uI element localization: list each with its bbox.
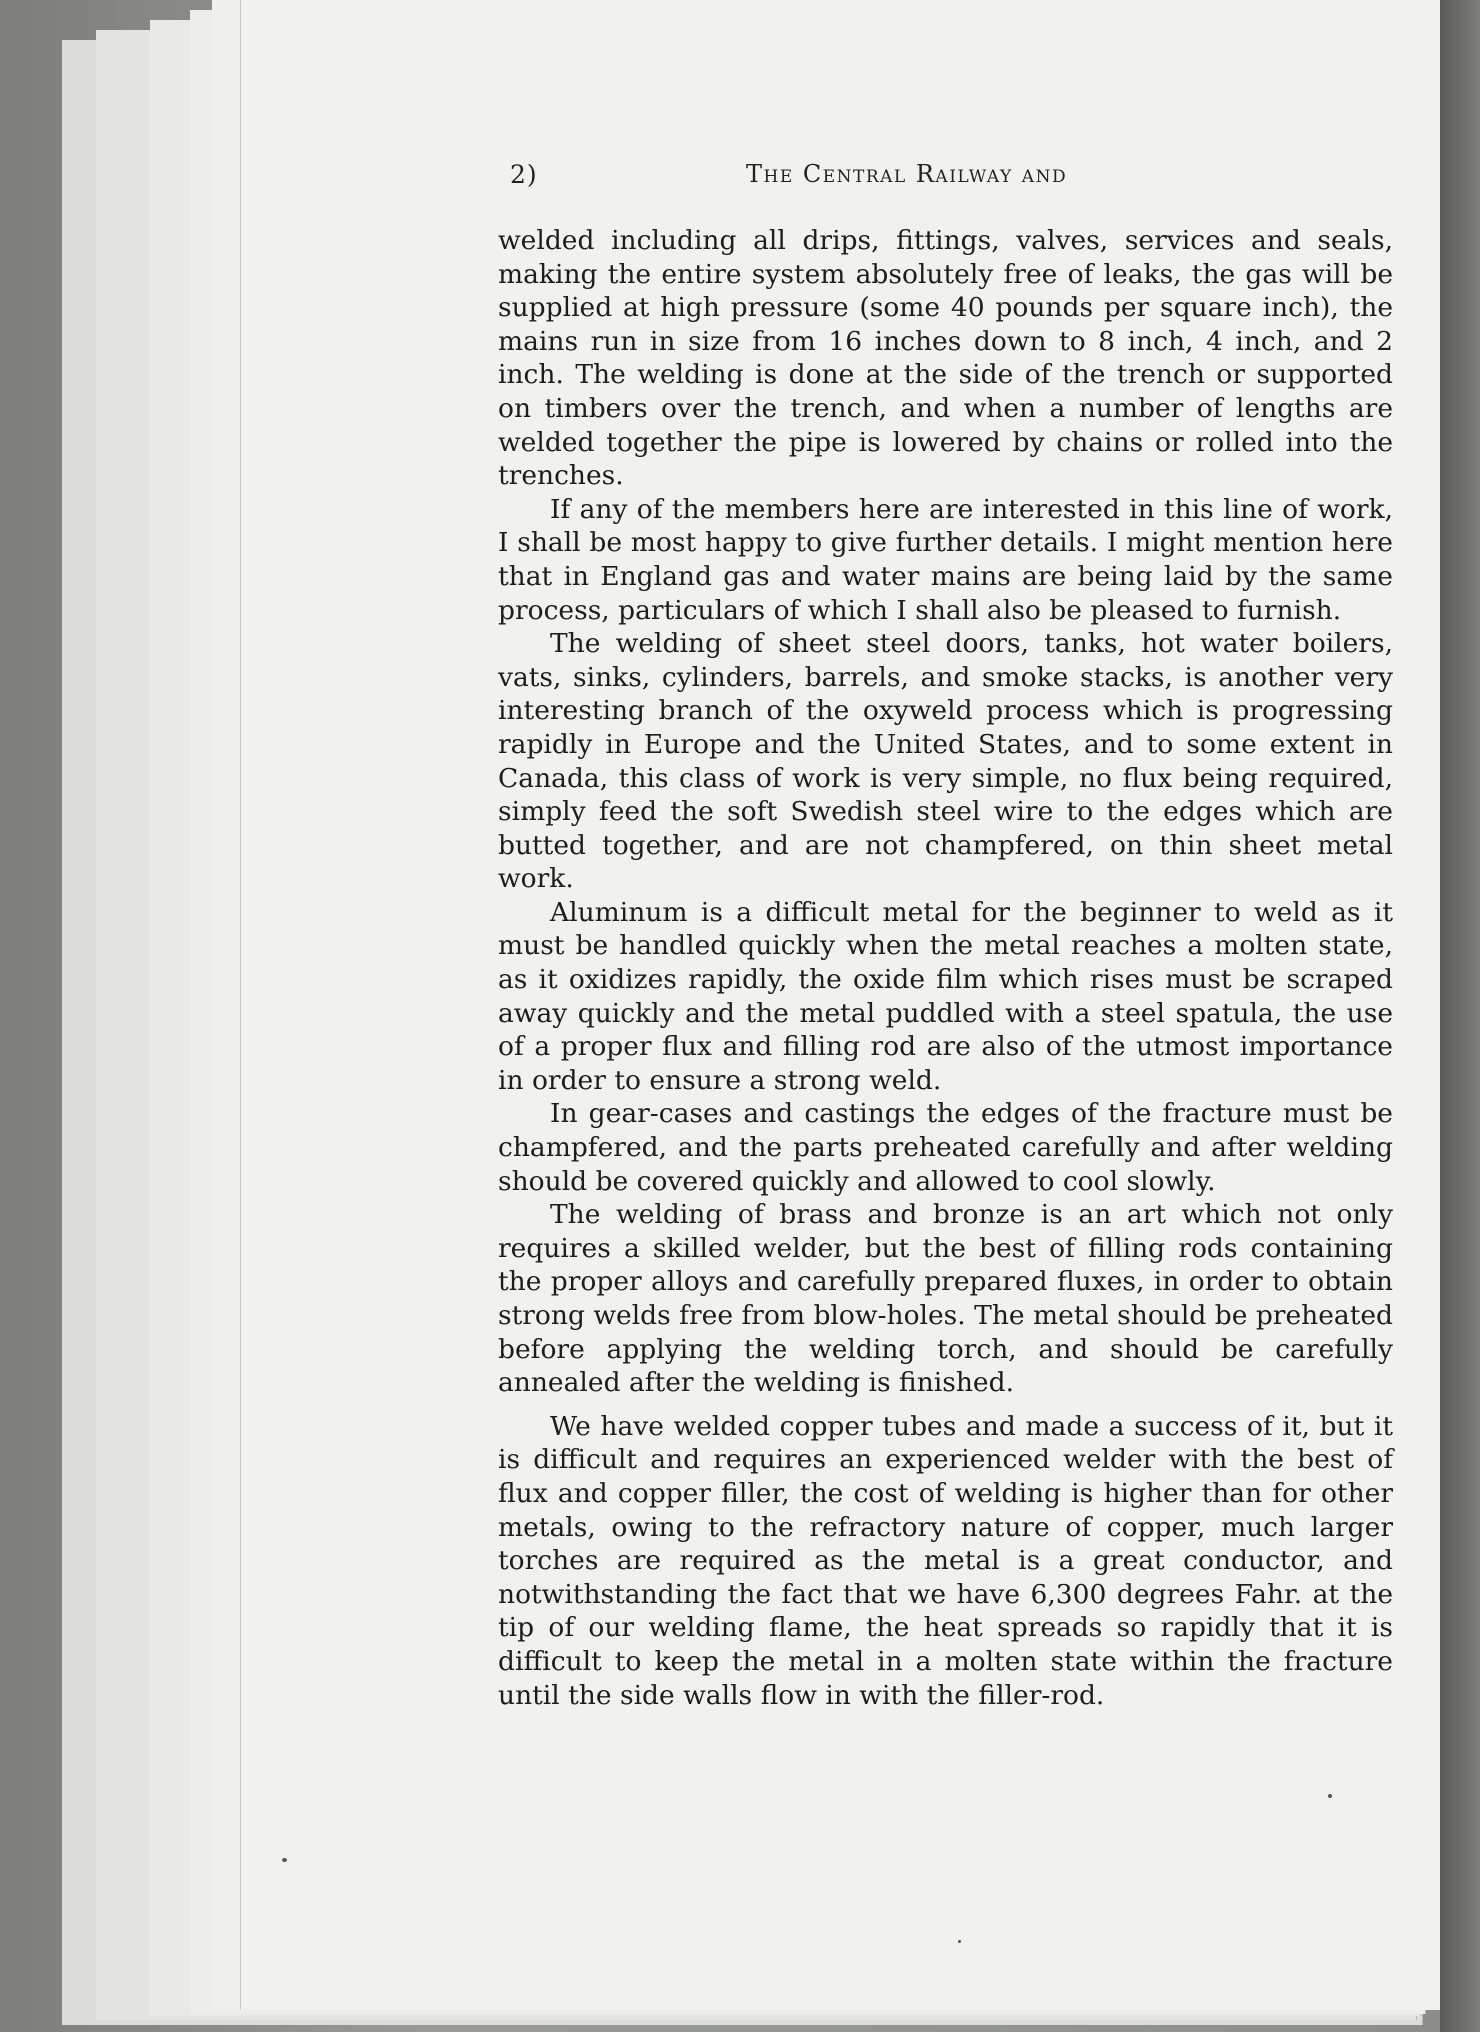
paragraph: The welding of brass and bronze is an art which not only requires a skilled welder, but the best of filling rods containing the proper alloys and carefully prepared fluxes, in order to obtain strong welds free from blow-holes. The metal should be preheated before applying the welding torch, and should be carefully annealed after the welding is finished. (498, 1199, 1393, 1399)
page-header (510, 160, 1410, 200)
paragraph: We have welded copper tubes and made a success of it, but it is difficult and requires an experienced welder with the best of flux and copper filler, the cost of welding is higher than for other metals, owing to the refractory nature of copper, much larger torches are required as the metal is a great conductor, and notwithstanding the fact that we have 6,300 degrees Fahr. at the tip of our welding flame, the heat spreads so rapidly that it is difficult to keep the metal in a molten state within the fracture until the side walls flow in with the filler-rod. (498, 1410, 1393, 1711)
paragraph: The welding of sheet steel doors, tanks, hot water boilers, vats, sinks, cylinders, barrels, and smoke stacks, is another very interesting branch of the oxyweld process which is progressing rapidly in Europe and the United States, and to some extent in Canada, this class of work is very simple, no flux being required, simply feed the soft Swedish steel wire to the edges which are butted together, and are not champfered, on thin sheet metal work. (498, 628, 1393, 895)
scan-speck (1328, 1794, 1332, 1798)
page-number: 2) (510, 160, 538, 189)
binding-shadow (1440, 0, 1480, 2032)
running-head: The Central Railway and (746, 160, 1068, 188)
body-text (498, 224, 1393, 1712)
paragraph: If any of the members here are interested in this line of work, I shall be most happy to give further details. I might mention here that in England gas and water mains are being laid by the same process, particulars of which I shall also be pleased to furnish. (498, 493, 1393, 626)
scan-speck (958, 1940, 961, 1943)
paragraph: welded including all drips, fittings, valves, services and seals, making the entire system absolutely free of leaks, the gas will be supplied at high pressure (some 40 pounds per square inch), the mains run in size from 16 inches down to 8 inch, 4 inch, and 2 inch. The welding is done at the side of the trench or supported on timbers over the trench, and when a number of lengths are welded together the pipe is lowered by chains or rolled into the trenches. (498, 225, 1393, 492)
scan-speck (282, 1858, 287, 1862)
paragraph: Aluminum is a difficult metal for the beginner to weld as it must be handled quickly when the metal reaches a molten state, as it oxidizes rapidly, the oxide film which rises must be scraped away quickly and the metal puddled with a steel spatula, the use of a proper flux and filling rod are also of the utmost importance in order to ensure a strong weld. (498, 896, 1393, 1096)
paragraph: In gear-cases and castings the edges of the fracture must be champfered, and the parts preheated carefully and after welding should be covered quickly and allowed to cool slowly. (498, 1098, 1393, 1197)
